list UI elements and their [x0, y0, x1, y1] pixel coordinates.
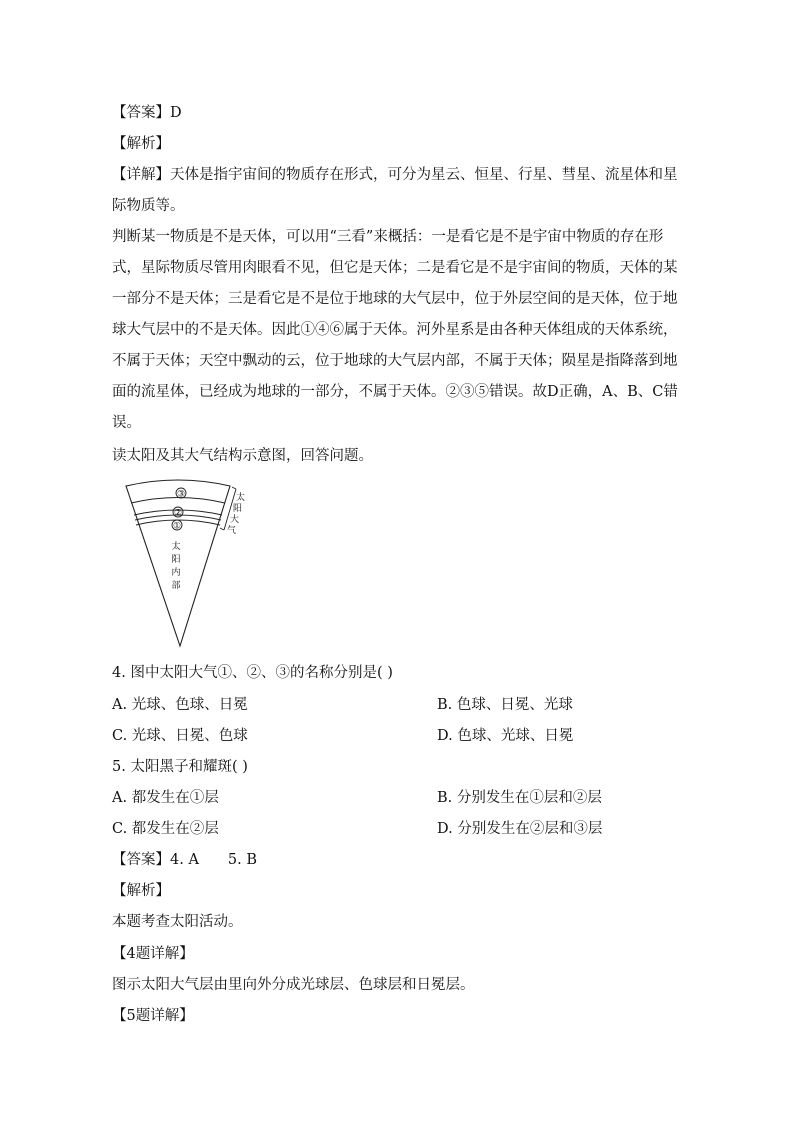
q4-stem: 4. 图中太阳大气①、②、③的名称分别是( ): [112, 665, 393, 681]
layer-1-label: ①: [172, 521, 182, 532]
q4-option-b: B. 色球、日冕、光球: [437, 697, 573, 713]
judge-paragraph: 判断某一物质是不是天体，可以用“三看”来概括：一是看它是不是宇宙中物质的存在形式，星际物质尽管用肉眼看不见，但它是天体；二是看它是不是宇宙间的物质，天体的某一部分不是天体；三是看它是不是位于地球的大气层中，位于外层空间的是天体，位于地球大气层中的不是天体。因此①④⑥属于天体。河外星系是由各种天体组成的天体系统，不属于天体；天空中飘动的云，位于地球的大气层内部，不属于天体；陨星是指降落到地面的流星体，已经成为地球的一部分，不属于天体。②③⑤错误。故D正确，A、B、C错误。: [112, 229, 678, 431]
answer-line-1: 【答案】D: [112, 105, 182, 121]
q4-option-c: C. 光球、日冕、色球: [112, 728, 248, 744]
q4-detail-label: 【4题详解】: [112, 946, 194, 962]
detail-paragraph: 【详解】天体是指宇宙间的物质存在形式，可分为星云、恒星、行星、彗星、流星体和星际物质等。: [112, 167, 678, 214]
interior-char-2: 阳: [171, 555, 181, 565]
q5-stem: 5. 太阳黑子和耀斑( ): [112, 759, 248, 775]
atmosphere-char-2: 阳: [233, 504, 243, 514]
q5-option-b: B. 分别发生在①层和②层: [437, 790, 602, 806]
bracket-bottom: [220, 528, 224, 530]
q4-option-a: A. 光球、色球、日冕: [112, 697, 248, 713]
answer-line-2: 【答案】4. A 5. B: [112, 852, 258, 868]
q5-option-d: D. 分别发生在②层和③层: [437, 821, 603, 837]
q5-option-a: A. 都发生在①层: [112, 790, 219, 806]
interior-char-1: 太: [171, 542, 181, 552]
layer-2-label: ②: [173, 508, 183, 519]
bracket-top: [232, 487, 236, 489]
atmosphere-char-3: 大: [230, 515, 240, 525]
interior-char-3: 内: [171, 568, 181, 578]
sun-atmosphere-diagram: [118, 478, 248, 654]
q5-option-c: C. 都发生在②层: [112, 821, 219, 837]
question-intro: 读太阳及其大气结构示意图，回答问题。: [112, 448, 373, 464]
analysis-label-2: 【解析】: [112, 883, 170, 899]
layer-3-label: ③: [176, 489, 186, 500]
analysis-label-1: 【解析】: [112, 136, 170, 152]
interior-char-4: 部: [171, 581, 181, 591]
atmosphere-char-4: 气: [227, 526, 237, 536]
q4-detail-text: 图示太阳大气层由里向外分成光球层、色球层和日冕层。: [112, 977, 475, 993]
atmosphere-char-1: 太: [236, 493, 246, 503]
q5-detail-label: 【5题详解】: [112, 1008, 194, 1024]
topic-line: 本题考查太阳活动。: [112, 914, 243, 930]
q4-option-d: D. 色球、光球、日冕: [437, 728, 574, 744]
